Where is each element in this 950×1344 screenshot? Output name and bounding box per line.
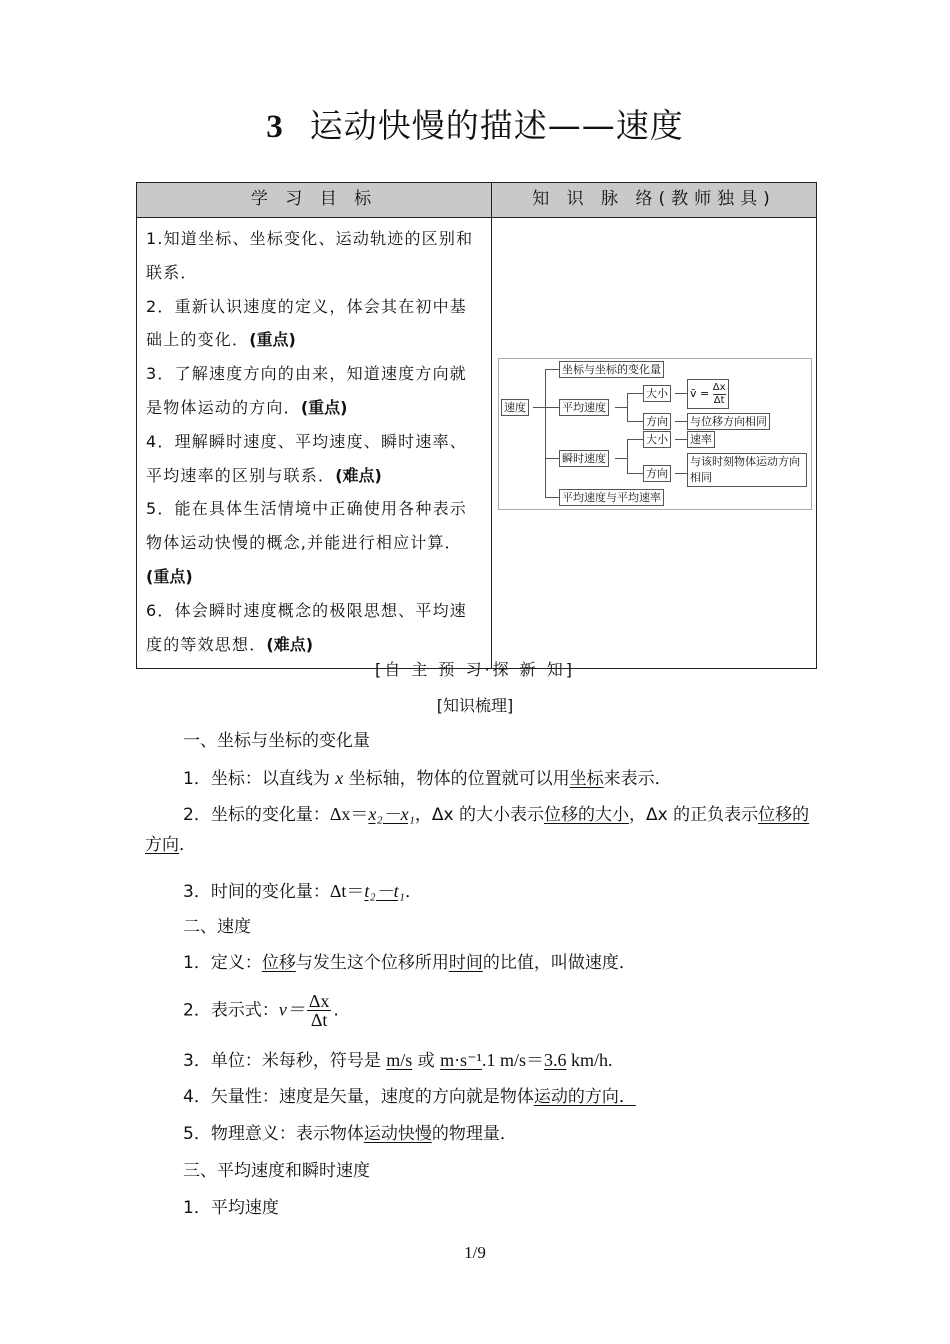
s2-item4: 4．矢量性：速度是矢量，速度的方向就是物体运动的方向．	[183, 1087, 636, 1107]
mindmap-instant-direction-value: 与该时刻物体运动方向相同	[687, 453, 807, 487]
mindmap-branch-avg-speed: 平均速度与平均速率	[559, 489, 664, 506]
objectives-table	[136, 182, 817, 669]
chapter-number: 3	[266, 109, 284, 145]
mindmap-instant-direction: 方向	[643, 465, 671, 482]
objective-tag: (重点)	[300, 397, 348, 417]
connector	[675, 439, 687, 440]
connector	[627, 393, 628, 421]
section-banner: [自 主 预 习·探 新 知]	[374, 660, 575, 679]
s2-heading: 二、速度	[183, 917, 251, 937]
knowledge-map-header: 知 识 脉 络(教师独具)	[492, 183, 817, 218]
s2-item1: 1．定义：位移与发生这个位移所用时间的比值，叫做速度．	[183, 953, 636, 973]
mindmap-avg-formula: v̄ = $\frac{\Delta x}{\Delta t}$	[687, 379, 729, 409]
objective-tag: (重点)	[146, 566, 193, 586]
s3-item1: 1．平均速度	[183, 1198, 279, 1218]
mindmap-avg-direction: 方向	[643, 413, 671, 430]
objectives-header: 学 习 目 标	[137, 183, 492, 218]
connector	[545, 458, 559, 459]
s2-item5: 5．物理意义：表示物体运动快慢的物理量．	[183, 1124, 517, 1144]
connector	[545, 369, 559, 370]
objective-item: 1.知道坐标、坐标变化、运动轨迹的区别和联系．	[146, 229, 474, 282]
connector	[627, 439, 643, 440]
connector	[615, 458, 627, 459]
objective-item: 3．了解速度方向的由来，知道速度方向就是物体运动的方向．(重点)	[146, 364, 467, 417]
s1-item2: 2．坐标的变化量：Δx＝x₂－x₁，Δx 的大小表示位移的大小，Δx 的正负表示位移的方向．	[145, 804, 810, 855]
connector	[615, 407, 627, 408]
objective-item: 6．体会瞬时速度概念的极限思想、平均速度的等效思想．(难点)	[146, 600, 467, 654]
s1-item3: 3．时间的变化量：Δt＝t₂－t₁．	[183, 881, 422, 902]
mindmap-branch-average-velocity: 平均速度	[559, 399, 609, 416]
subsection-title: [知识梳理]	[436, 696, 514, 715]
objective-tag: (难点)	[266, 634, 314, 654]
mindmap-branch-coordinate: 坐标与坐标的变化量	[559, 361, 664, 378]
connector	[675, 421, 687, 422]
connector	[545, 497, 559, 498]
knowledge-map-cell	[492, 218, 817, 669]
s1-item1: 1．坐标：以直线为 x 坐标轴，物体的位置就可以用坐标来表示．	[183, 768, 672, 789]
objectives-list	[138, 219, 490, 667]
knowledge-mindmap	[498, 358, 812, 510]
connector	[675, 393, 687, 394]
connector	[627, 473, 643, 474]
s1-heading: 一、坐标与坐标的变化量	[183, 731, 370, 751]
mindmap-avg-direction-value: 与位移方向相同	[687, 413, 770, 430]
connector	[545, 369, 546, 497]
mindmap-instant-size: 大小	[643, 431, 671, 448]
connector	[627, 393, 643, 394]
s2-item2: 2．表示式：v＝ $\frac{\Delta x}{\Delta t}$ .	[183, 991, 339, 1030]
objective-item: 5．能在具体生活情境中正确使用各种表示物体运动快慢的概念,并能进行相应计算．(重点)	[146, 499, 467, 586]
s2-item3: 3．单位：米每秒，符号是 m/s 或 m·s⁻¹.1 m/s＝3.6 km/h.	[183, 1050, 613, 1071]
connector	[533, 407, 545, 408]
s3-heading: 三、平均速度和瞬时速度	[183, 1161, 370, 1181]
objective-tag: (重点)	[249, 330, 296, 350]
velocity-fraction: $\frac{\Delta x}{\Delta t}$	[308, 991, 330, 1030]
objective-item: 2．重新认识速度的定义，体会其在初中基础上的变化．(重点)	[146, 296, 467, 350]
objective-tag: (难点)	[335, 465, 382, 485]
chapter-title: 运动快慢的描述——速度	[309, 106, 684, 145]
connector	[627, 421, 643, 422]
mindmap-branch-instant-velocity: 瞬时速度	[559, 450, 609, 467]
connector	[675, 473, 687, 474]
connector	[627, 439, 628, 473]
mindmap-avg-size: 大小	[643, 385, 671, 402]
objectives-cell	[137, 218, 492, 669]
mindmap-root: 速度	[501, 399, 529, 416]
mindmap-instant-size-value: 速率	[687, 431, 715, 448]
page-title	[0, 100, 950, 147]
connector	[545, 407, 559, 408]
page-number: 1/9	[464, 1243, 486, 1262]
objective-item: 4．理解瞬时速度、平均速度、瞬时速率、平均速率的区别与联系．(难点)	[146, 431, 467, 485]
